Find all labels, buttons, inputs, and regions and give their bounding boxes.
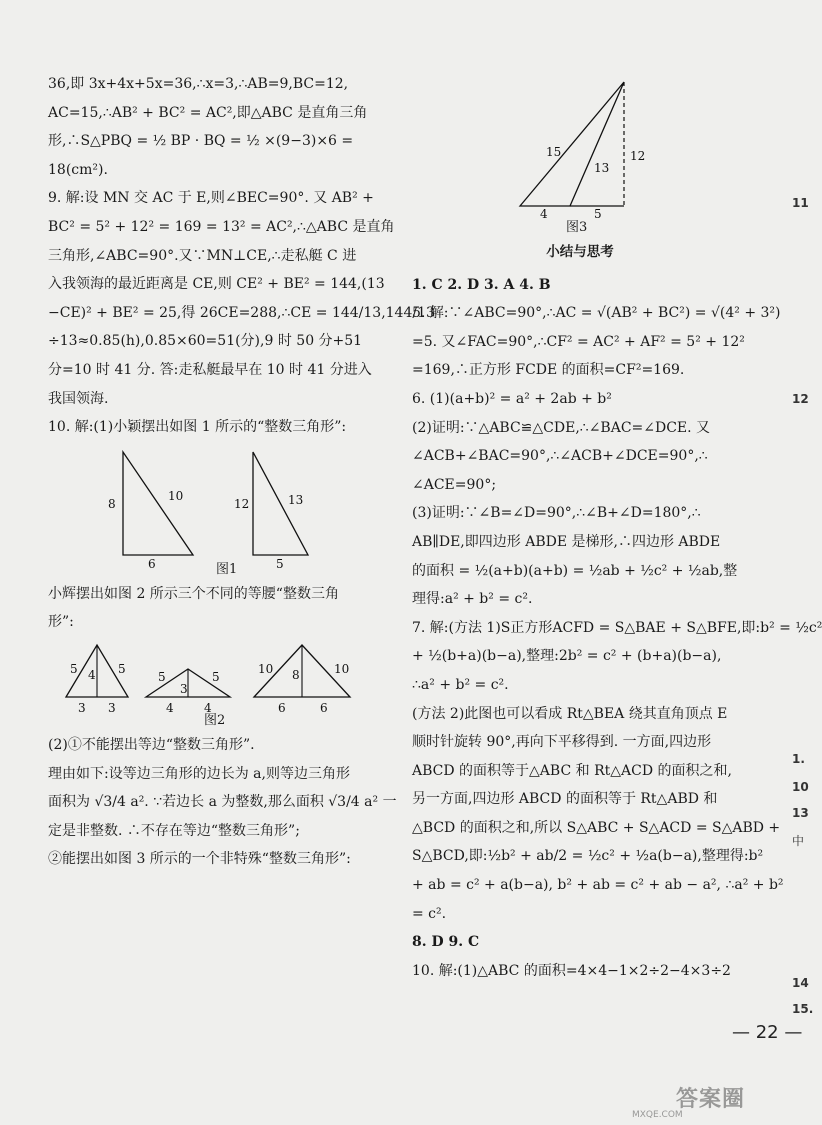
watermark-url: MXQE.COM bbox=[632, 1110, 683, 1120]
text-line: ∴a² + b² = c². bbox=[412, 676, 509, 693]
problem-7: 7. 解:(方法 1)S正方形ACFD = S△BAE + S△BFE,即:b² = ½c² bbox=[412, 619, 822, 636]
figure-1 bbox=[48, 442, 370, 580]
edge-label: 中 bbox=[792, 834, 805, 848]
svg-text:3: 3 bbox=[78, 700, 86, 715]
text-line: ABCD 的面积等于△ABC 和 Rt△ACD 的面积之和, bbox=[412, 762, 732, 779]
fig3-label-a: 15 bbox=[546, 145, 562, 159]
text-line: 另一方面,四边形 ABCD 的面积等于 Rt△ABD 和 bbox=[412, 791, 718, 808]
text-line: ∠ACE=90°; bbox=[412, 476, 497, 493]
text-line: 定是非整数. ∴不存在等边“整数三角形”; bbox=[48, 822, 300, 839]
text-line: S△BCD,即:½b² + ab/2 = ½c² + ½a(b−a),整理得:b² bbox=[412, 848, 764, 865]
text-line: 面积为 √3/4 a². ∵若边长 a 为整数,那么面积 √3/4 a² 一 bbox=[48, 794, 397, 811]
fig3-label-b: 13 bbox=[594, 161, 610, 175]
text-line: −CE)² + BE² = 25,得 26CE=288,∴CE = 144/13,144/13 bbox=[48, 304, 435, 321]
answers-line: 8. D 9. C bbox=[412, 934, 480, 951]
figure-2 bbox=[48, 637, 370, 731]
fig3-label-c: 12 bbox=[630, 149, 646, 163]
svg-text:4: 4 bbox=[88, 667, 96, 682]
text-line: ②能摆出如图 3 所示的一个非特殊“整数三角形”: bbox=[48, 851, 351, 868]
text-line: 36,即 3x+4x+5x=36,∴x=3,∴AB=9,BC=12, bbox=[48, 76, 349, 92]
text-line: 三角形,∠ABC=90°.又∵MN⊥CE,∴走私艇 C 进 bbox=[48, 247, 357, 264]
problem-10-right: 10. 解:(1)△ABC 的面积=4×4−1×2÷2−4×3÷2 bbox=[412, 962, 731, 979]
fig1-leg-label: 8 bbox=[108, 496, 116, 511]
svg-text:4: 4 bbox=[166, 700, 174, 715]
text-line: (2)①不能摆出等边“整数三角形”. bbox=[48, 736, 255, 753]
text-line: 小辉摆出如图 2 所示三个不同的等腰“整数三角 bbox=[48, 585, 339, 602]
figure-2-caption: 图2 bbox=[204, 712, 226, 728]
problem-6: 6. (1)(a+b)² = a² + 2ab + b² bbox=[412, 390, 612, 407]
text-line: 分=10 时 41 分. 答:走私艇最早在 10 时 41 分进入 bbox=[48, 361, 372, 378]
text-line: (3)证明:∵∠B=∠D=90°,∴∠B+∠D=180°,∴ bbox=[412, 505, 701, 522]
text-line: =169,∴正方形 FCDE 的面积=CF²=169. bbox=[412, 362, 685, 379]
edge-label: 14 bbox=[792, 976, 809, 990]
text-line: 的面积 = ½(a+b)(a+b) = ½ab + ½c² + ½ab,整 bbox=[412, 562, 738, 579]
svg-text:6: 6 bbox=[320, 700, 328, 715]
section-heading: 小结与思考 bbox=[546, 244, 614, 260]
text-line: 理由如下:设等边三角形的边长为 a,则等边三角形 bbox=[48, 765, 350, 782]
figure-2-drawing bbox=[48, 637, 370, 717]
edge-label: 10 bbox=[792, 780, 809, 794]
text-line: + ½(b+a)(b−a),整理:2b² = c² + (b+a)(b−a), bbox=[412, 648, 722, 665]
svg-text:8: 8 bbox=[292, 667, 300, 682]
text-line: 顺时针旋转 90°,再向下平移得到. 一方面,四边形 bbox=[412, 734, 712, 751]
figure-3-caption: 图3 bbox=[566, 220, 588, 235]
svg-text:5: 5 bbox=[70, 661, 78, 676]
svg-text:3: 3 bbox=[108, 700, 116, 715]
svg-text:3: 3 bbox=[180, 681, 188, 696]
fig3-label-d: 4 bbox=[540, 207, 548, 221]
text-line: BC² = 5² + 12² = 169 = 13² = AC²,∴△ABC 是直角 bbox=[48, 218, 395, 235]
svg-text:10: 10 bbox=[258, 661, 274, 676]
text-line: 18(cm²). bbox=[48, 161, 108, 178]
fig3-label-e: 5 bbox=[594, 207, 602, 221]
text-line: AC=15,∴AB² + BC² = AC²,即△ABC 是直角三角 bbox=[48, 104, 368, 121]
text-line: + ab = c² + a(b−a), b² + ab = c² + ab − a², ∴a² + b² bbox=[412, 877, 784, 894]
text-line: 理得:a² + b² = c². bbox=[412, 591, 533, 608]
fig1b-leg-label: 12 bbox=[234, 496, 250, 511]
figure-3 bbox=[412, 74, 748, 234]
text-line: 我国领海. bbox=[48, 390, 109, 407]
edge-label: 15. bbox=[792, 1002, 814, 1016]
text-line: 形,∴S△PBQ = ½ BP · BQ = ½ ×(9−3)×6 = bbox=[48, 133, 354, 150]
svg-text:4: 4 bbox=[204, 700, 212, 715]
text-line: AB∥DE,即四边形 ABDE 是梯形,∴四边形 ABDE bbox=[412, 533, 721, 550]
page-number: — 22 — bbox=[732, 1022, 803, 1043]
edge-label: 11 bbox=[792, 196, 809, 210]
fig1b-base-label: 5 bbox=[276, 556, 284, 571]
fig1b-hyp-label: 13 bbox=[288, 492, 304, 507]
text-line: (方法 2)此图也可以看成 Rt△BEA 绕其直角顶点 E bbox=[412, 705, 728, 722]
watermark-logo: 答案圈 bbox=[676, 1087, 746, 1112]
svg-text:5: 5 bbox=[118, 661, 126, 676]
svg-text:10: 10 bbox=[334, 661, 350, 676]
text-line: △BCD 的面积之和,所以 S△ABC + S△ACD = S△ABD + bbox=[412, 819, 781, 836]
svg-text:5: 5 bbox=[158, 669, 166, 684]
text-line: 形”: bbox=[48, 614, 74, 631]
problem-5: 5. 解:∵∠ABC=90°,∴AC = √(AB² + BC²) = √(4² + 3²) bbox=[412, 305, 781, 322]
problem-10: 10. 解:(1)小颖摆出如图 1 所示的“整数三角形”: bbox=[48, 419, 347, 436]
fig1-hyp-label: 10 bbox=[168, 488, 184, 503]
text-line: =5. 又∠FAC=90°,∴CF² = AC² + AF² = 5² + 12² bbox=[412, 333, 745, 350]
figure-3-drawing bbox=[412, 74, 748, 220]
edge-label: 13 bbox=[792, 806, 809, 820]
left-column bbox=[48, 70, 435, 874]
text-line: ÷13≈0.85(h),0.85×60=51(分),9 时 50 分+51 bbox=[48, 333, 363, 350]
text-line: 入我领海的最近距离是 CE,则 CE² + BE² = 144,(13 bbox=[48, 276, 385, 293]
problem-9: 9. 解:设 MN 交 AC 于 E,则∠BEC=90°. 又 AB² + bbox=[48, 190, 374, 207]
edge-label: 12 bbox=[792, 392, 809, 406]
fig1-base-label: 6 bbox=[148, 556, 156, 571]
edge-label: 1. bbox=[792, 752, 805, 766]
figure-1-caption: 图1 bbox=[216, 561, 238, 577]
text-line: (2)证明:∵△ABC≌△CDE,∴∠BAC=∠DCE. 又 bbox=[412, 419, 711, 436]
text-line: ∠ACB+∠BAC=90°,∴∠ACB+∠DCE=90°,∴ bbox=[412, 448, 708, 465]
text-line: = c². bbox=[412, 905, 447, 922]
svg-text:6: 6 bbox=[278, 700, 286, 715]
answers-line: 1. C 2. D 3. A 4. B bbox=[412, 276, 551, 293]
svg-text:5: 5 bbox=[212, 669, 220, 684]
